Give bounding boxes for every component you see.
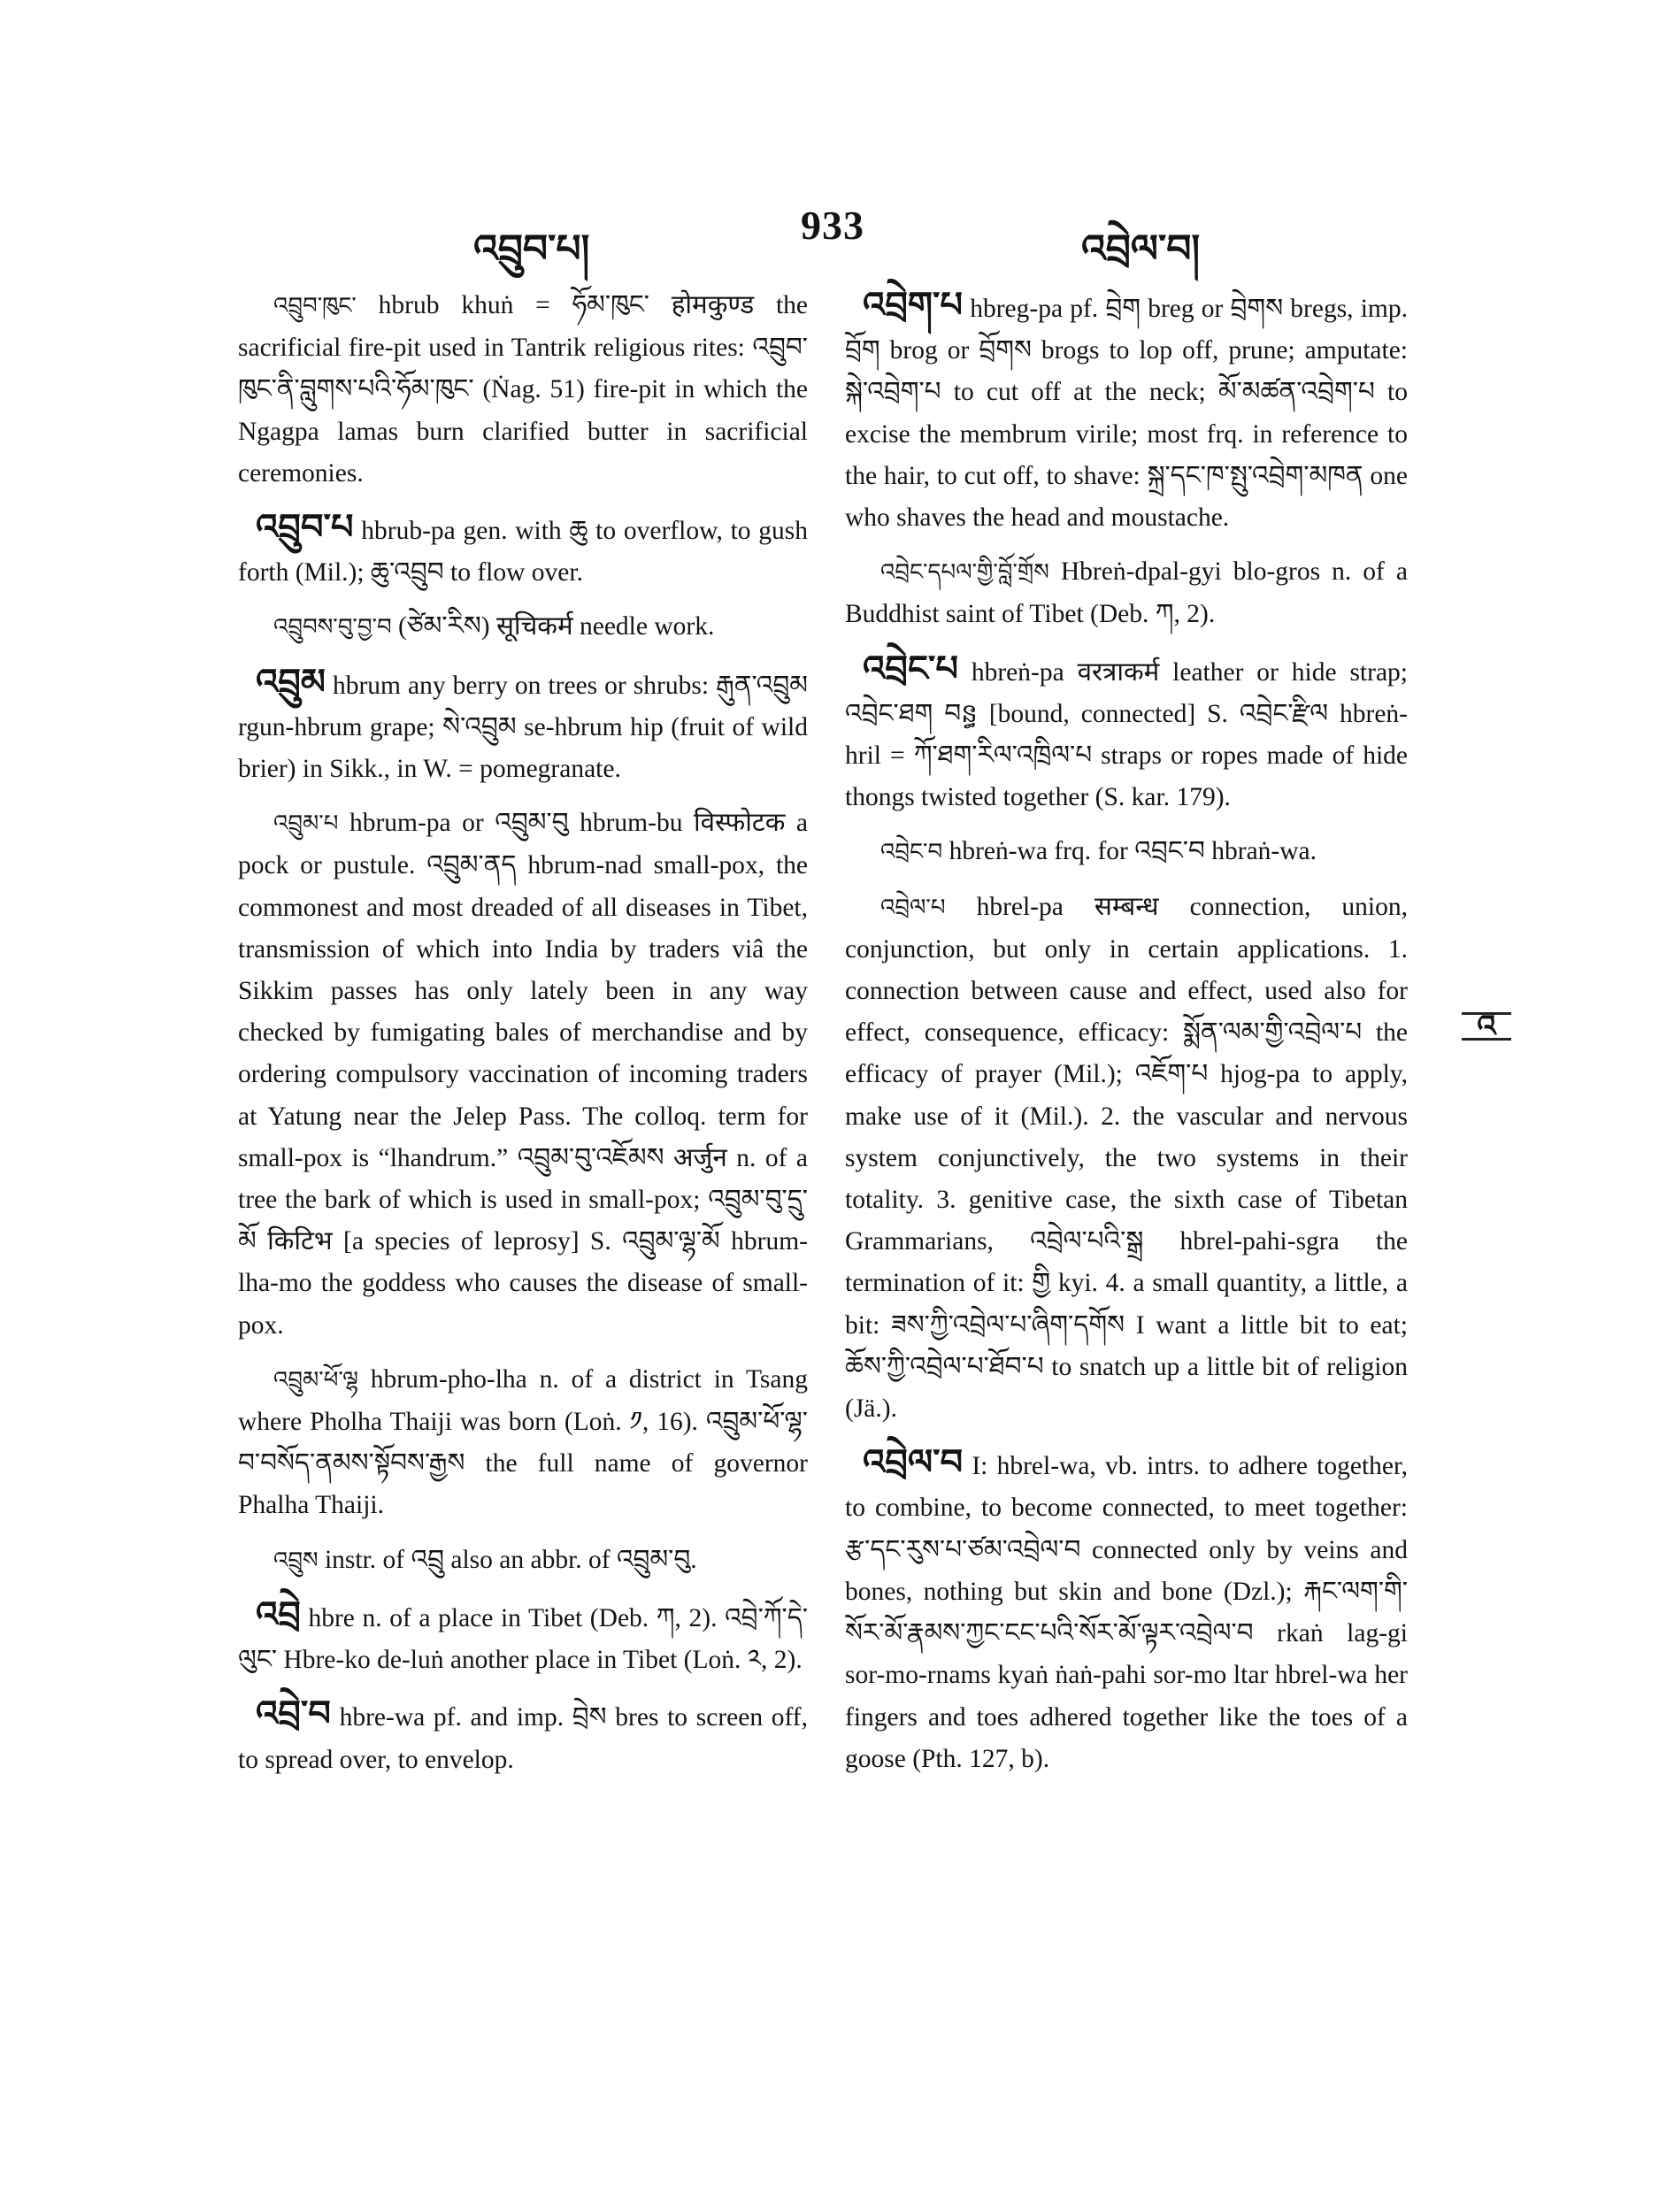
entry-hbre-wa [238, 1694, 808, 1780]
left-column [238, 285, 808, 1793]
definition: Hbreṅ-dpal-gyi blo-gros n. of a Buddhist saint of Tibet (Deb. ཀ, 2). [845, 557, 1408, 629]
entry-hbrub-khun [238, 285, 808, 495]
headword: འབྲུམ་ཕོ་ལྷ [273, 1366, 358, 1394]
headword: འབྲུམ [256, 661, 326, 703]
headword: འབྲེ [256, 1594, 301, 1635]
definition: hbre-wa pf. and imp. བྲེས bres to screen off, to spread over, to envelop. [238, 1703, 809, 1774]
entry-hbrubs-bu [238, 606, 808, 649]
entry-hbren-pa [845, 649, 1408, 819]
headword: འབྲེལ་པ [880, 894, 946, 921]
running-head-left: འབྲུབ་པ། [473, 227, 590, 272]
definition: (ཙེམ་རིས) सूचिकर्म needle work. [398, 612, 715, 641]
entry-hbrus [238, 1540, 808, 1582]
page-header [0, 203, 1659, 272]
headword: འབྲེང་པ [863, 648, 958, 689]
definition: hbrum-pho-lha n. of a district in Tsang where Pholha Thaiji was born (Loṅ. ༡, 16). འབྲུམ་ཕོ་ལྷ་བ་བསོད་ནམས་སྟོབས་རྒྱས the full name of governor Phalha Thaiji. [238, 1364, 808, 1520]
headword: འབྲེ་བ [256, 1694, 331, 1735]
entry-hbreg-pa [845, 285, 1408, 539]
definition: hbrum any berry on trees or shrubs: རྒུན་འབྲུམ rgun-hbrum grape; སེ་འབྲུམ se-hbrum hip (fruit of wild brier) in Sikk., in W. = pomegranate. [238, 671, 809, 784]
definition: I: hbrel-wa, vb. intrs. to adhere together, to combine, to become connected, to meet together: རྩ་དང་རུས་པ་ཙམ་འབྲེལ་བ connected only by veins and bones, nothing but skin and bone (Dzl.); རྐང་ལག་གི་སོར་མོ་རྣམས་ཀྱང་ངང་པའི་སོར་མོ་ལྟར་འབྲེལ་བ rkaṅ lag-gi sor-mo-rnams kyaṅ ṅaṅ-pahi sor-mo ltar hbrel-wa her fingers and toes adhered together like the toes of a goose (Pth. 127, b). [845, 1452, 1409, 1773]
definition: hbrub khuṅ = ཧོམ་ཁུང་ होमकुण्ड the sacrificial fire-pit used in Tantrik religious rites: འབྲུབ་ཁུང་ནི་བླུགས་པའི་ཧོམ་ཁུང་ (Ṅag. 51) fire-pit in which the Ngagpa lamas burn clarified butter in sacrificial ceremonies. [238, 291, 809, 488]
headword: འབྲེང་བ [880, 839, 943, 866]
entry-hbrum-pho-lha [238, 1359, 808, 1527]
definition: hbrel-pa सम्बन्ध connection, union, conjunction, but only in certain applications. 1. connection between cause and effect, used also for effect, consequence, efficacy: སྨོན་ལམ་གྱི་འབྲེལ་པ the efficacy of prayer (Mil.); འཇོག་པ hjog-pa to apply, make use of it (Mil.). 2. the vascular and nervous system conjunctively, the two systems in their totality. 3. genitive case, the sixth case of Tibetan Grammarians, འབྲེལ་པའི་སྒྲ hbrel-pahi-sgra the termination of it: གྱི kyi. 4. a small quantity, a little, a bit: ཟས་ཀྱི་འབྲེལ་པ་ཞིག་དགོས I want a little bit to eat; ཆོས་ཀྱི་འབྲེལ་པ་ཐོབ་པ to snatch up a little bit of religion (Jä.). [845, 892, 1408, 1424]
entry-hbrub-pa [238, 507, 808, 594]
definition: hbreg-pa pf. བྲེག breg or བྲེགས bregs, imp. བྲོག brog or བྲོགས brogs to lop off, prune; amputate: སྐེ་འབྲེག་པ to cut off at the neck; མོ་མཚན་འབྲེག་པ to excise the membrum virile; most frq. in reference to the hair, to cut off, to shave: སྐྲ་དང་ཁ་སྤུ་འབྲེག་མཁན one who shaves the head and moustache. [845, 295, 1408, 533]
entry-hbrel-wa [845, 1442, 1408, 1780]
headword: འབྲུབ་པ [256, 507, 354, 549]
definition: hbreṅ-wa frq. for འབྲང་བ hbraṅ-wa. [949, 837, 1317, 866]
headword: འབྲུམ་པ [273, 810, 339, 838]
entry-hbrel-pa [845, 887, 1408, 1431]
definition: hbrub-pa gen. with ཆུ to overflow, to gush forth (Mil.); ཆུ་འབྲུབ to flow over. [238, 517, 808, 588]
definition: instr. of འབྲུ also an abbr. of འབྲུམ་བུ. [324, 1545, 697, 1574]
entry-hbre [238, 1594, 808, 1681]
right-column [845, 285, 1408, 1793]
definition: hbre n. of a place in Tibet (Deb. ཀ, 2). འབྲེ་ཀོ་དེ་ལུང་ Hbre-ko de-luṅ another place in Tibet (Loṅ. ༢, 2). [238, 1603, 809, 1675]
thumb-index-letter: འ [1477, 1009, 1496, 1044]
page-number: 933 [801, 203, 864, 248]
headword: འབྲེལ་བ [863, 1442, 964, 1484]
entry-hbren-dpal [845, 551, 1408, 635]
entry-hbrum [238, 662, 808, 791]
headword: འབྲུབས་བུ་བྱ་བ [273, 614, 392, 641]
entry-hbrum-pa [238, 803, 808, 1347]
entry-hbren-wa [845, 831, 1408, 873]
headword: འབྲུབ་ཁུང་ [273, 293, 357, 319]
definition: hbreṅ-pa वरत्राकर्म leather or hide strap; འབྲེང་ཐག བន្ធ [bound, connected] S. འབྲེང་རྫིལ hbreṅ-hril = ཀོ་ཐག་རིལ་འཁྲིལ་པ straps or ropes made of hide thongs twisted together (S. kar. 179). [845, 657, 1408, 812]
headword: འབྲུས [273, 1547, 319, 1574]
thumb-index-tab [1462, 1007, 1511, 1046]
headword: འབྲེང་དཔལ་གྱི་བློ་གྲོས [880, 559, 1049, 587]
definition: hbrum-pa or འབྲུམ་བུ hbrum-bu विस्फोटक a pock or pustule. འབྲུམ་ནད hbrum-nad small-pox, the commonest and most dreaded of all diseases in Tibet, transmission of which into India by traders viâ the Sikkim passes has only lately been in any way checked by fumigating bales of merchandise and by ordering compulsory vaccination of incoming traders at Yatung near the Jelep Pass. The colloq. term for small-pox is “lhandrum.” འབྲུམ་བུ་འཇོམས अर्जुन n. of a tree the bark of which is used in small-pox; འབྲུམ་བུ་དྲུ་མོ किटिभ [a species of leprosy] S. འབྲུམ་ལྷ་མོ hbrum-lha-mo the goddess who causes the disease of small-pox. [238, 809, 809, 1340]
headword: འབྲེག་པ [863, 285, 964, 326]
running-head-right: འབྲེལ་བ། [1081, 227, 1201, 272]
